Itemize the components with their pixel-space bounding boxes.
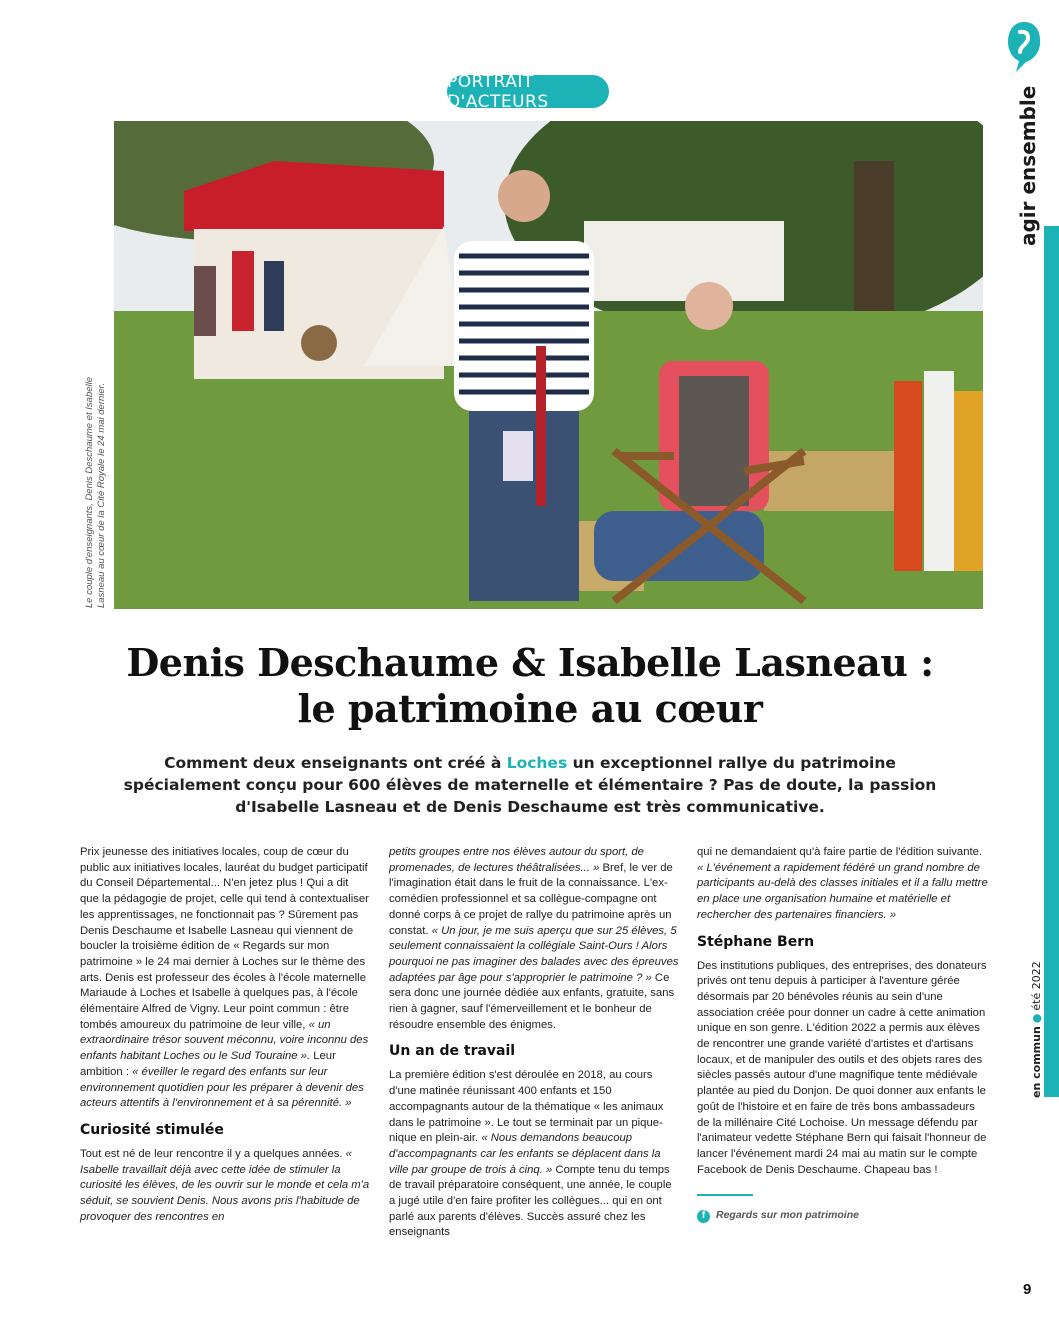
text-run: Tout est né de leur rencontre il y a quelques années. (80, 1147, 346, 1160)
page-number: 9 (1023, 1281, 1032, 1298)
intro-after: un exceptionnel rallye du patrimoine spécialement conçu pour 600 élèves de maternelle et élémentaire ? Pas de doute, la passion d'Isabelle Lasneau et de Denis Deschaume est très communicative. (123, 754, 937, 816)
photo-illustration (114, 121, 983, 609)
text-run: La première édition s'est déroulée en 2018, au cours d'une matinée réunissant 400 enfants et 150 accompagnants autour de la thématique « les animaux dans le patrimoine ». Le tout se terminait par un pique-nique en plein-air. (389, 1069, 664, 1145)
quote-run: « L'événement a rapidement fédéré un grand nombre de participants au-delà des classes initiales et il a fallu mettre en place une organisation humaine et matérielle et rechercher des partenaires financiers. » (697, 861, 988, 921)
subheading-stephane-bern: Stéphane Bern (697, 933, 815, 950)
article-title (60, 640, 1000, 732)
text-run: Prix jeunesse des initiatives locales, coup de cœur du public aux initiatives locales, lauréat du budget participatif du Conseil Départemental... N'en jetez plus ! Qui a dit que la pédagogie de projet, celle qui tend à contextualiser les apprentissages, ne fonctionnait pas ? Sûrement pas Denis Deschaume et Isabelle Lasneau qui viennent de boucler la troisième édition de « Regards sur mon patrimoine » le 24 mai dernier à Loches sur le thème des arts. Denis est professeur des écoles à l'école maternelle Mariaude à Loches et Isabelle à quelques pas, à l'école élémentaire Alfred de Vigny. Leur point commun : être tombés amoureux du patrimoine de leur ville, (80, 846, 369, 1031)
facebook-label: Regards sur mon patrimoine (716, 1209, 859, 1222)
facebook-icon: f (697, 1210, 710, 1223)
title-line-2: le patrimoine au cœur (297, 686, 763, 731)
brand-logo (1006, 20, 1051, 246)
quote-run: « éveiller le regard des enfants sur leur environnement quotidien pour les préparer à devenir des acteurs attentifs à l'environnement et à sa pérennité. » (80, 1065, 364, 1110)
magazine-name: en commun (1030, 1026, 1043, 1098)
paragraph (80, 1147, 370, 1226)
quote-run: petits groupes entre nos élèves autour du sport, de promenades, de lectures théâtralisées... » (389, 846, 644, 874)
speech-bubble-icon (1006, 20, 1042, 74)
quote-run: « Isabelle travaillait déjà avec cette idée de stimuler la curiosité les élèves, de les ouvrir sur le monde et cela m'a séduit, se souvient Denis. Nous avons pris l'habitude de provoquer des rencontres en (80, 1147, 370, 1223)
paragraph (697, 845, 990, 924)
edition-label: été 2022 (1030, 961, 1043, 1011)
facebook-link[interactable] (697, 1208, 990, 1224)
title-line-1: Denis Deschaume & Isabelle Lasneau : (126, 640, 934, 685)
brand-title: agir ensemble (1016, 85, 1040, 246)
main-photo (114, 121, 983, 609)
side-accent-bar (1044, 226, 1059, 1097)
paragraph (389, 845, 680, 1033)
subheading-un-an: Un an de travail (389, 1043, 516, 1060)
photo-caption (84, 350, 114, 608)
paragraph (389, 1068, 680, 1241)
photo-caption-text: Le couple d'enseignants, Denis Deschaume et Isabelle Lasneau au cœur de la Cité Royale le 24 mai dernier. (84, 376, 107, 608)
text-run: Compte tenu du temps de travail préparatoire conséquent, une année, le couple a jugé utile d'en faire profiter les collègues... qui en ont parlé aux parents d'élèves. Succès assuré chez les enseignants (389, 1163, 672, 1239)
text-run: Bref, le ver de l'imagination était dans le fruit de la connaissance. L'ex-comédien professionnel et sa collègue-compagne ont donné corps à ce projet de rallye du patrimoine après un constat. (389, 861, 673, 937)
quote-run: « Nous demandons beaucoup d'accompagnants car les enfants se déplacent dans la ville par groupe de trois à cinq. » (389, 1132, 661, 1176)
paragraph (80, 845, 370, 1112)
magazine-edition (1030, 961, 1043, 1098)
text-run: Leur ambition : (80, 1050, 336, 1078)
paragraph: Des institutions publiques, des entreprises, des donateurs privés ont tenu depuis à participer à l'aventure gérée désormais par 20 bénévoles réunis au sein d'une association créée pour donner un cadre à cette animation unique en son genre. L'édition 2022 a permis aux élèves de rencontrer une grande variété d'artistes et d'artisans locaux, et de manipuler des outils et des objets rares des siècles passés autour d'une magnifique tente médiévale plantée au pied du Donjon. De quoi donner aux enfants le goût de l'histoire et en faire de très bons ambassadeurs de la millénaire Cité Lochoise. Un message défendu par l'animateur vedette Stéphane Bern qui faisait l'honneur de lancer l'événement mardi 24 mai au matin sur le compte Facebook de Denis Deschaume. Chapeau bas ! (697, 959, 987, 1176)
article-intro (120, 752, 940, 818)
text-run: Ce sera donc une journée dédiée aux enfants, gratuite, sans rien à gagner, sauf l'émerveillement et le bonheur de résoudre ensemble des énigmes. (389, 971, 675, 1031)
divider (697, 1194, 753, 1196)
article-column-1 (80, 845, 370, 1225)
text-run: qui ne demandaient qu'à faire partie de l'édition suivante. (697, 846, 983, 858)
quote-run: « Un jour, je me suis aperçu que sur 25 élèves, 5 seulement connaissaient la collégiale Saint-Ours ! Alors pourquoi ne pas imaginer des balades avec des épreuves adaptées par âge pour s'approprier le patrimoine ? » (389, 924, 679, 984)
quote-run: « un extraordinaire trésor souvent méconnu, voire inconnu des enfants habitant Loches ou le Sud Touraine ». (80, 1018, 369, 1063)
separator-dot: ● (1030, 1013, 1043, 1024)
intro-before: Comment deux enseignants ont créé à (164, 754, 507, 772)
article-column-2 (389, 845, 680, 1241)
article-column-3 (697, 845, 990, 1224)
section-badge: PORTRAIT D'ACTEURS (447, 75, 609, 108)
subheading-curiosite: Curiosité stimulée (80, 1121, 224, 1138)
intro-highlight: Loches (506, 754, 568, 772)
